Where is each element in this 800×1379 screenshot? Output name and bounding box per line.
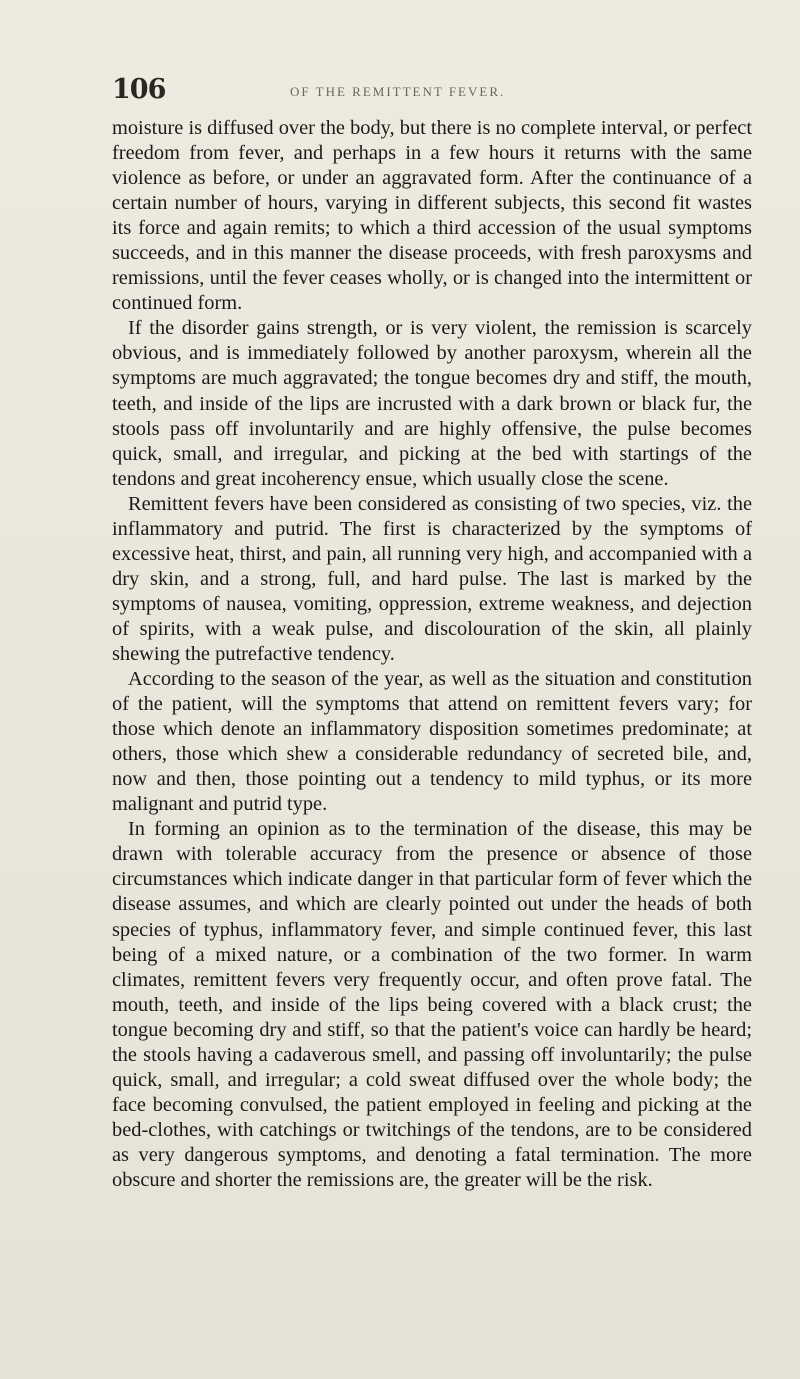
paragraph-continuation: moisture is diffused over the body, but there is no complete interval, or perfect freedom from fever, and perhaps in a few hours it returns with the same violence as before, or under an aggravated form. After the continuance of a certain number of hours, varying in different subjects, this second fit wastes its force and again remits; to which a third accession of the usual symptoms succeeds, and in this manner the disease proceeds, with fresh paroxysms and remissions, until the fever ceases wholly, or is changed into the intermittent or continued form. xyxy=(112,117,752,315)
paragraph-disorder-gains-strength: If the disorder gains strength, or is very violent, the remission is scarcely obvious, and is immediately followed by another paroxysm, wherein all the symptoms are much aggravated; the tongue becomes dry and stiff, the mouth, teeth, and inside of the lips are incrusted with a dark brown or black fur, the stools pass off involuntarily and are highly offensive, the pulse becomes quick, small, and irregular, and picking at the bed with startings of the tendons and great incoherency ensue, which usually close the scene. xyxy=(112,317,752,490)
running-head: OF THE REMITTENT FEVER. xyxy=(290,84,506,99)
page-number: 106 xyxy=(112,74,166,105)
body-text xyxy=(112,116,752,1193)
paragraph-season-of-year: According to the season of the year, as well as the situation and constitution of the patient, will the symptoms that attend on remittent fevers vary; for those which denote an inflammatory disposition sometimes predominate; at others, those which shew a considerable redundancy of secreted bile, and, now and then, those pointing out a tendency to mild typhus, or its more malignant and putrid type. xyxy=(112,668,752,816)
paragraph-termination: In forming an opinion as to the termination of the disease, this may be drawn with tolerable accuracy from the presence or absence of those circumstances which indicate danger in that particular form of fever which the disease assumes, and which are clearly pointed out under the heads of both species of typhus, inflammatory fever, and simple continued fever, this last being of a mixed nature, or a combination of the two former. In warm climates, remittent fevers very frequently occur, and often prove fatal. The mouth, teeth, and inside of the lips being covered with a black crust; the tongue becoming dry and stiff, so that the patient's voice can hardly be heard; the stools having a cadaverous smell, and passing off involuntarily; the pulse quick, small, and irregular; a cold sweat diffused over the whole body; the face becoming convulsed, the patient employed in feeling and picking at the bed-clothes, with catchings or twitchings of the tendons, are to be considered as very dangerous symptoms, and denoting a fatal termination. The more obscure and shorter the remissions are, the greater will be the risk. xyxy=(112,818,752,1191)
paragraph-two-species: Remittent fevers have been considered as consisting of two species, viz. the inflammatory and putrid. The first is characterized by the symptoms of excessive heat, thirst, and pain, all running very high, and accompanied with a dry skin, and a strong, full, and hard pulse. The last is marked by the symptoms of nausea, vomiting, oppression, extreme weakness, and dejection of spirits, with a weak pulse, and discolouration of the skin, all plainly shewing the putrefactive tendency. xyxy=(112,492,752,665)
page-header xyxy=(112,74,752,108)
